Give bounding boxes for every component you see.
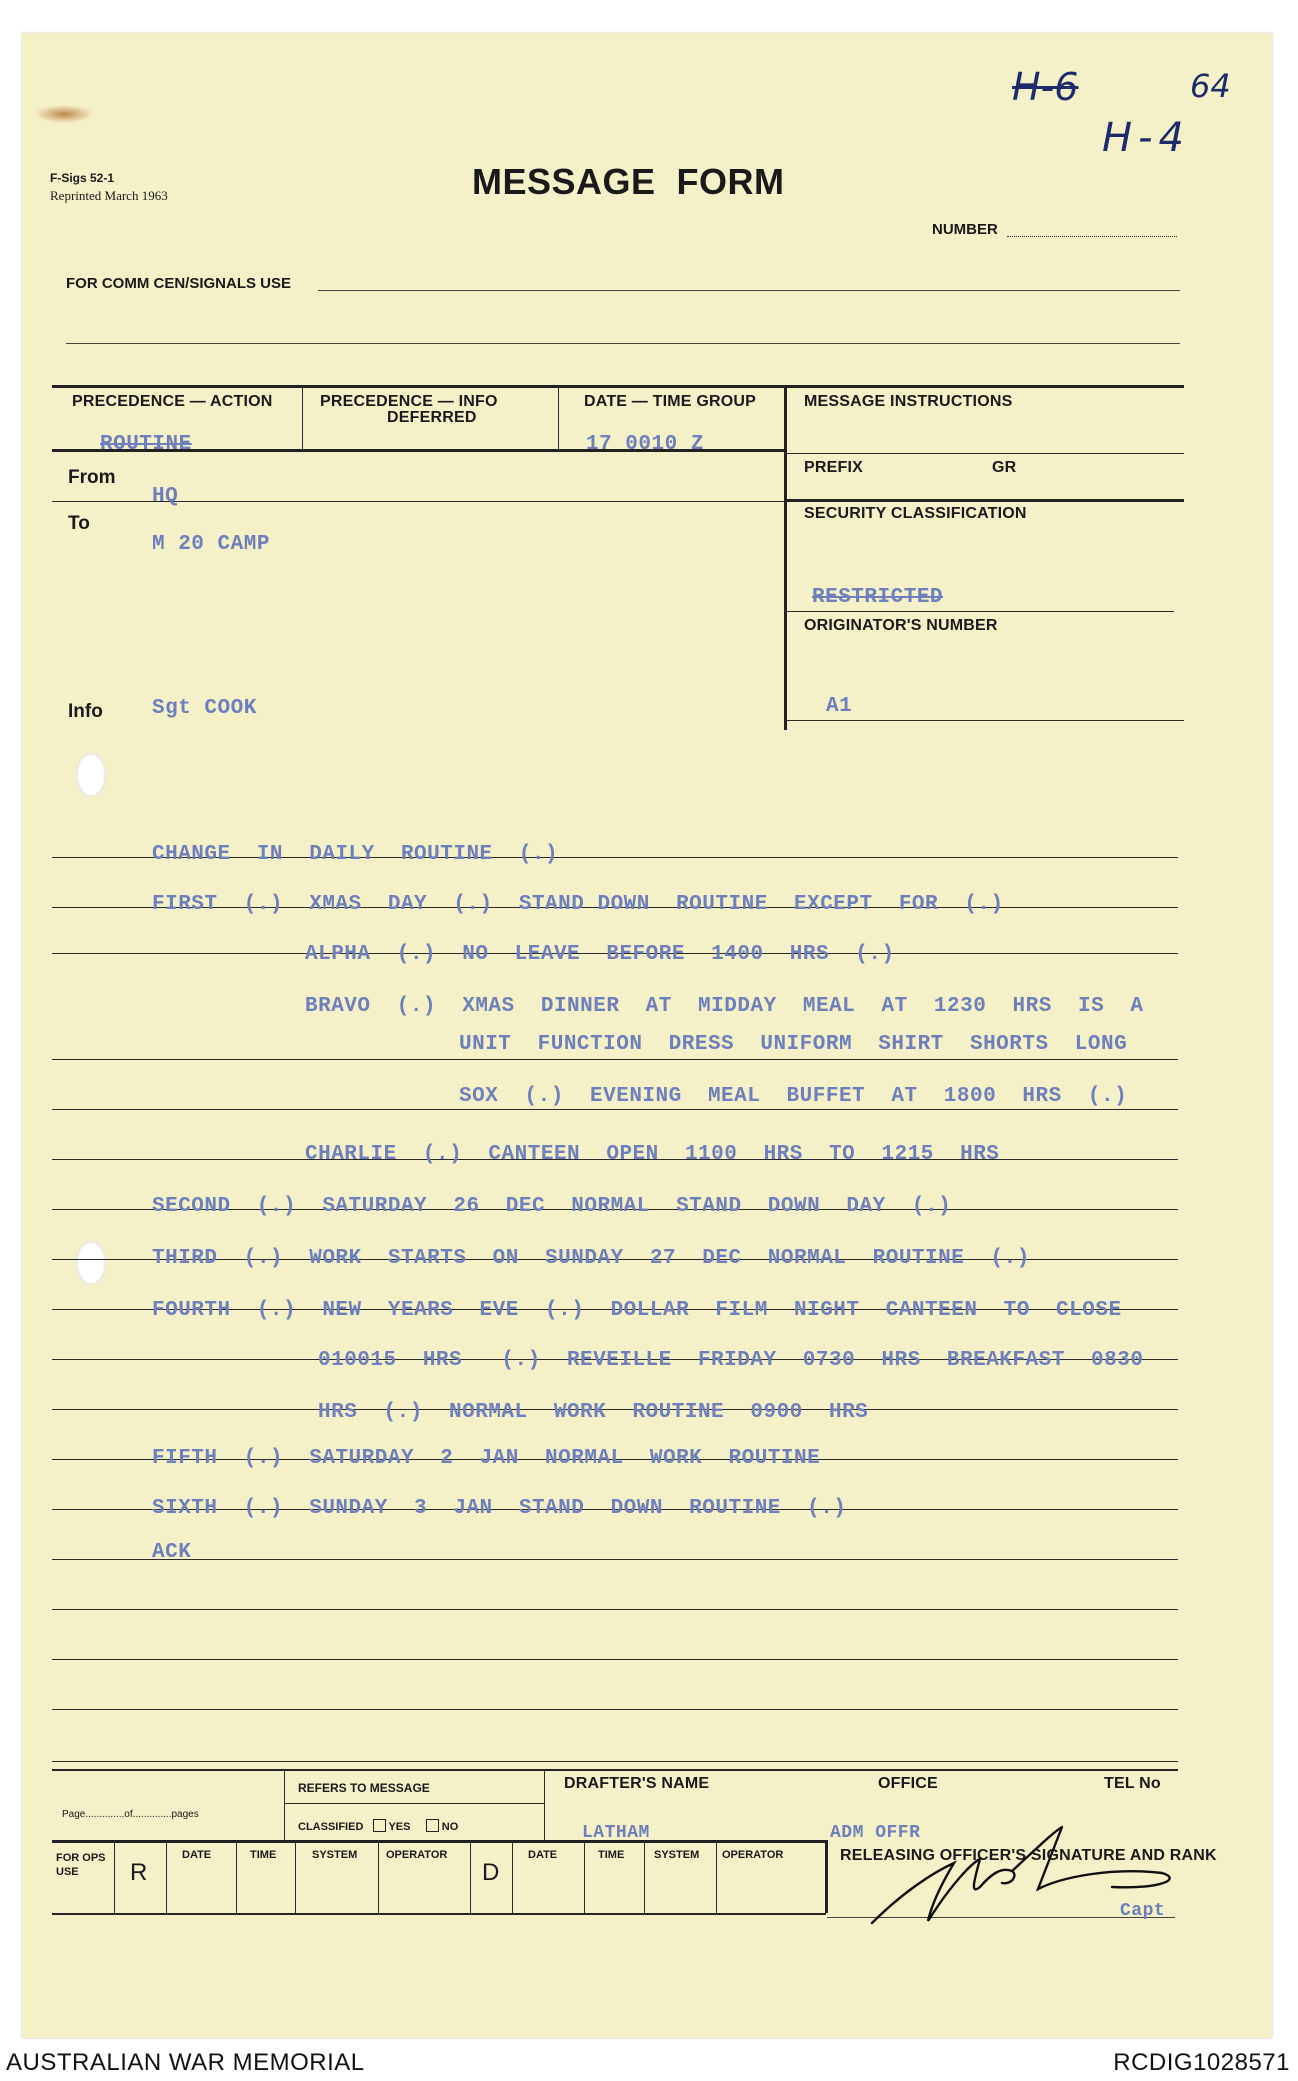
office-value: ADM OFFR (830, 1823, 921, 1843)
form-code: F-Sigs 52-1 (50, 171, 115, 185)
d-system-label: SYSTEM (654, 1849, 700, 1861)
body-line-3: ALPHA (.) NO LEAVE BEFORE 1400 HRS (.) (305, 943, 895, 966)
comm-cen-line-2 (66, 343, 1180, 344)
body-line-10: FOURTH (.) NEW YEARS EVE (.) DOLLAR FILM NIGHT CANTEEN TO CLOSE (152, 1299, 1122, 1322)
header-top-rule (52, 385, 1184, 388)
classified-no-checkbox (426, 1819, 439, 1832)
punch-hole-bottom (76, 1241, 106, 1285)
form-title: MESSAGE FORM (472, 161, 785, 202)
security-classification-value: RESTRICTED (812, 586, 944, 609)
security-classification-label: SECURITY CLASSIFICATION (804, 505, 1027, 522)
number-label: NUMBER (932, 221, 998, 238)
precedence-info-label: PRECEDENCE — INFO (320, 393, 498, 410)
d-operator-label: OPERATOR (722, 1849, 784, 1861)
handwritten-struck-ref: H-6 (1012, 65, 1079, 109)
signature (862, 1823, 1182, 1933)
body-line-5: UNIT FUNCTION DRESS UNIFORM SHIRT SHORTS LONG (459, 1033, 1128, 1056)
body-line-8: SECOND (.) SATURDAY 26 DEC NORMAL STAND DOWN DAY (.) (152, 1195, 952, 1218)
message-form-sheet (22, 33, 1272, 2038)
footer-catalogue-id: RCDIG1028571 (1113, 2049, 1290, 2076)
classified-yes-label: YES (388, 1821, 411, 1833)
reprinted-date: Reprinted March 1963 (50, 188, 168, 203)
comm-cen-label: FOR COMM CEN/SIGNALS USE (66, 275, 292, 292)
prefix-label: PREFIX (804, 459, 863, 476)
header-right-divider (784, 385, 787, 730)
r-operator-label: OPERATOR (386, 1849, 448, 1861)
gr-label: GR (992, 459, 1017, 476)
ops-table-top-rule (52, 1840, 826, 1843)
d-date-label: DATE (528, 1849, 558, 1861)
drafters-name-label: DRAFTER'S NAME (564, 1775, 710, 1792)
from-value: HQ (152, 485, 179, 508)
bottom-section-rule (52, 1769, 1178, 1771)
precedence-action-value: ROUTINE (100, 433, 192, 456)
body-line-12: HRS (.) NORMAL WORK ROUTINE 0900 HRS (318, 1401, 869, 1424)
to-value: M 20 CAMP (152, 533, 270, 556)
d-time-label: TIME (598, 1849, 625, 1861)
body-line-6: SOX (.) EVENING MEAL BUFFET AT 1800 HRS (.) (459, 1085, 1128, 1108)
classified-label: CLASSIFIED (298, 1821, 364, 1833)
classified-yes-checkbox (373, 1819, 386, 1832)
info-value: Sgt COOK (152, 697, 257, 720)
r-system-label: SYSTEM (312, 1849, 358, 1861)
comm-cen-line-1 (318, 290, 1180, 291)
info-label: Info (68, 701, 103, 722)
body-line-1: CHANGE IN DAILY ROUTINE (.) (152, 843, 559, 866)
body-line-7: CHARLIE (.) CANTEEN OPEN 1100 HRS TO 1215 HRS (305, 1143, 1000, 1166)
body-line-9: THIRD (.) WORK STARTS ON SUNDAY 27 DEC NORMAL ROUTINE (.) (152, 1247, 1030, 1270)
r-label: R (130, 1859, 148, 1886)
body-line-4: BRAVO (.) XMAS DINNER AT MIDDAY MEAL AT 1230 HRS IS A (305, 995, 1144, 1018)
ops-table-bottom-rule (52, 1913, 826, 1915)
r-date-label: DATE (182, 1849, 212, 1861)
body-line-15: ACK (152, 1541, 192, 1564)
body-line-2: FIRST (.) XMAS DAY (.) STAND DOWN ROUTINE EXCEPT FOR (.) (152, 893, 1004, 916)
handwritten-ref: H-4 (1102, 115, 1190, 161)
from-label: From (68, 467, 116, 488)
footer-institution: AUSTRALIAN WAR MEMORIAL (6, 2049, 365, 2076)
drafters-name-value: LATHAM (582, 1823, 650, 1843)
deferred-label: DEFERRED (387, 409, 477, 426)
originator-number-value: A1 (826, 695, 853, 718)
dtg-label: DATE — TIME GROUP (584, 393, 756, 410)
r-time-label: TIME (250, 1849, 277, 1861)
punch-hole-top (76, 753, 106, 797)
releasing-officer-rank: Capt (1120, 1901, 1166, 1921)
d-label: D (482, 1859, 500, 1886)
office-label: OFFICE (878, 1775, 938, 1792)
body-line-11: 010015 HRS (.) REVEILLE FRIDAY 0730 HRS BREAKFAST 0830 (318, 1349, 1144, 1372)
originator-number-label: ORIGINATOR'S NUMBER (804, 617, 998, 634)
dtg-value: 17 0010 Z (586, 433, 704, 456)
page-of-pages: Page..............of..............pages (62, 1809, 199, 1820)
for-ops-use-label: FOR OPS USE (56, 1852, 106, 1878)
handwritten-page-number: 64 (1190, 67, 1231, 105)
precedence-action-label: PRECEDENCE — ACTION (72, 393, 273, 410)
body-line-14: SIXTH (.) SUNDAY 3 JAN STAND DOWN ROUTINE (.) (152, 1497, 847, 1520)
classified-row (298, 1819, 458, 1833)
number-field-line (1007, 236, 1177, 237)
classified-no-label: NO (441, 1821, 459, 1833)
releasing-officer-label: RELEASING OFFICER'S SIGNATURE AND RANK (840, 1847, 1217, 1864)
rust-stain (34, 105, 94, 123)
tel-label: TEL No (1104, 1775, 1161, 1792)
message-instructions-label: MESSAGE INSTRUCTIONS (804, 393, 1013, 410)
body-line-13: FIFTH (.) SATURDAY 2 JAN NORMAL WORK ROUTINE (152, 1447, 821, 1470)
to-label: To (68, 513, 90, 534)
refers-to-message-label: REFERS TO MESSAGE (298, 1781, 430, 1795)
